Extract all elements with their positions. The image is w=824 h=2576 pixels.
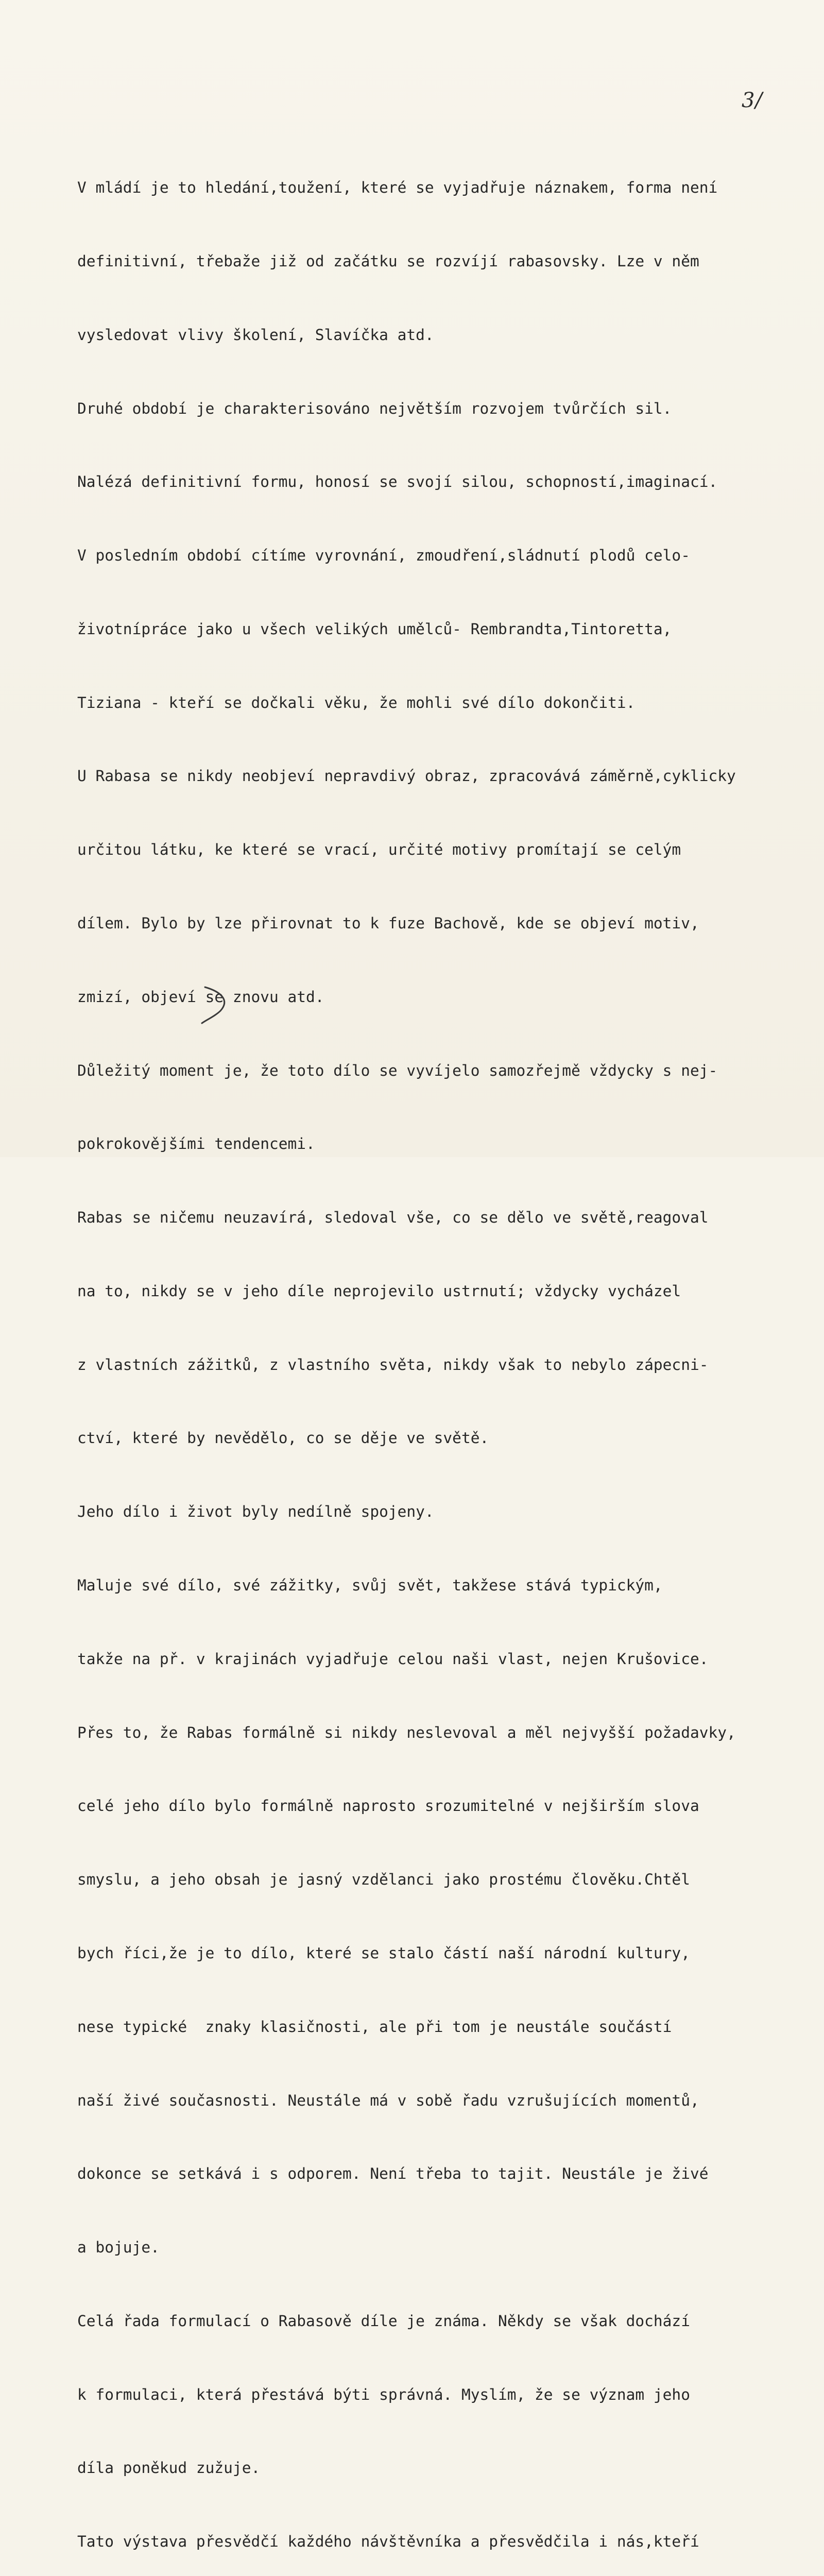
- text-line: Nalézá definitivní formu, honosí se svojí silou, schopností,imaginací.: [77, 473, 718, 491]
- text-line: k formulaci, která přestává býti správná. Myslím, že se význam jeho: [77, 2385, 690, 2403]
- text-line: definitivní, třebaže již od začátku se rozvíjí rabasovsky. Lze v něm: [77, 252, 699, 270]
- text-line: Jeho dílo i život byly nedílně spojeny.: [77, 1503, 434, 1521]
- text-line: Tato výstava přesvědčí každého návštěvníka a přesvědčila i nás,kteří: [77, 2533, 699, 2551]
- text-line: Rabas se ničemu neuzavírá, sledoval vše, co se dělo ve světě,reagoval: [77, 1209, 709, 1227]
- text-line: V posledním období cítíme vyrovnání, zmoudření,sládnutí plodů celo-: [77, 547, 690, 565]
- text-line: životnípráce jako u všech velikých umělců- Rembrandta,Tintoretta,: [77, 620, 672, 638]
- text-line: Druhé období je charakterisováno největším rozvojem tvůrčích sil.: [77, 399, 672, 417]
- text-line: pokrokovějšími tendencemi.: [77, 1135, 315, 1153]
- text-line: vysledovat vlivy školení, Slavíčka atd.: [77, 326, 434, 344]
- page-number: 3/: [742, 89, 763, 112]
- text-line: bych říci,že je to dílo, které se stalo částí naší národní kultury,: [77, 1944, 690, 1962]
- text-line: zmizí, objeví se znovu atd.: [77, 988, 324, 1006]
- text-line: nese typické znaky klasičnosti, ale při tom je neustále součástí: [77, 2018, 672, 2036]
- text-line: dokonce se setkává i s odporem. Není třeba to tajit. Neustále je živé: [77, 2165, 709, 2183]
- text-line: Přes to, že Rabas formálně si nikdy neslevoval a měl nejvyšší požadavky,: [77, 1723, 736, 1741]
- text-line: Celá řada formulací o Rabasově díle je známa. Někdy se však dochází: [77, 2312, 690, 2330]
- text-line: Důležitý moment je, že toto dílo se vyvíjelo samozřejmě vždycky s nej-: [77, 1061, 718, 1079]
- text-line: určitou látku, ke které se vrací, určité motivy promítají se celým: [77, 841, 681, 859]
- text-line: Tiziana - kteří se dočkali věku, že mohli své dílo dokončiti.: [77, 693, 636, 711]
- text-line: celé jeho dílo bylo formálně naprosto srozumitelné v nejširším slova: [77, 1797, 699, 1815]
- text-line: naší živé současnosti. Neustále má v sobě řadu vzrušujících momentů,: [77, 2091, 699, 2109]
- text-line: smyslu, a jeho obsah je jasný vzdělanci jako prostému člověku.Chtěl: [77, 1871, 690, 1889]
- text-line: U Rabasa se nikdy neobjeví nepravdivý obraz, zpracovává záměrně,cyklicky: [77, 767, 736, 785]
- handwritten-closing-mark: [199, 984, 235, 1025]
- text-line: takže na př. v krajinách vyjadřuje celou naši vlast, nejen Krušovice.: [77, 1650, 709, 1668]
- text-line: V mládí je to hledání,toužení, které se vyjadřuje náznakem, forma není: [77, 179, 718, 197]
- text-line: z vlastních zážitků, z vlastního světa, nikdy však to nebylo zápecni-: [77, 1355, 709, 1374]
- body-text: [77, 127, 798, 2576]
- text-line: ctví, které by nevědělo, co se děje ve světě.: [77, 1429, 489, 1447]
- text-line: a bojuje.: [77, 2239, 160, 2257]
- text-line: díla poněkud zužuje.: [77, 2459, 261, 2477]
- text-line: dílem. Bylo by lze přirovnat to k fuze Bachově, kde se objeví motiv,: [77, 914, 699, 932]
- text-line: na to, nikdy se v jeho díle neprojevilo ustrnutí; vždycky vycházel: [77, 1282, 681, 1300]
- text-line: Maluje své dílo, své zážitky, svůj svět, takžese stává typickým,: [77, 1577, 663, 1595]
